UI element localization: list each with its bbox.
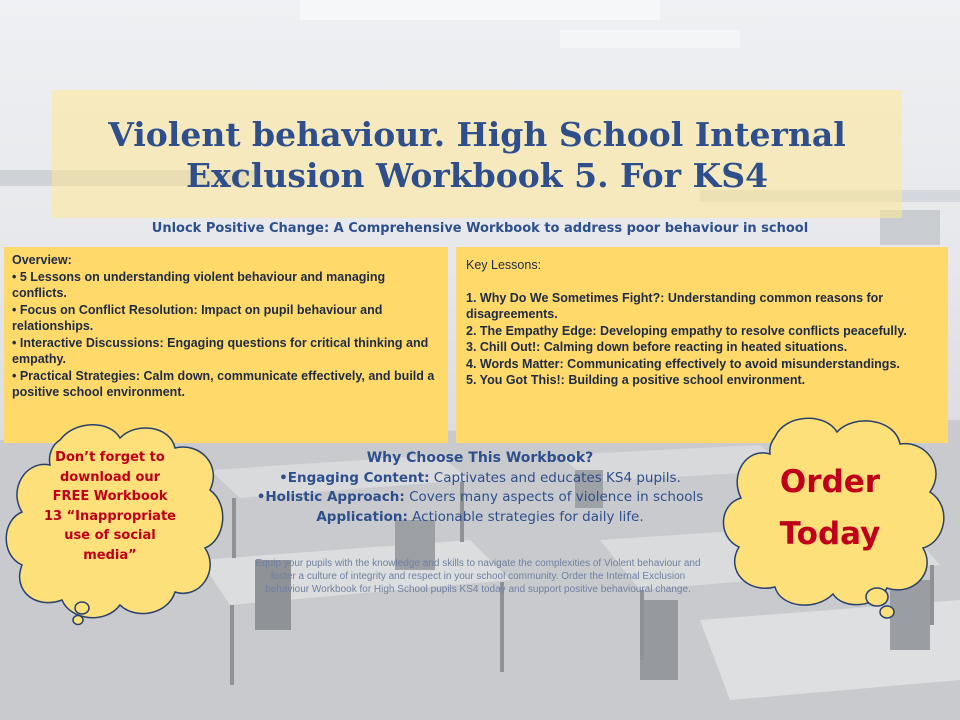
why-label: Application: [316, 508, 408, 525]
cloud-line: media” [83, 547, 137, 563]
overview-item: • Focus on Conflict Resolution: Impact on pupil behaviour and relationships. [12, 302, 383, 333]
cloud-line: Don’t forget to [55, 450, 165, 465]
why-heading: Why Choose This Workbook? [366, 450, 594, 466]
cloud-line: use of social [64, 528, 156, 543]
overview-box [4, 247, 448, 443]
lesson-item: 2. The Empathy Edge: Developing empathy to resolve conflicts peacefully. [466, 323, 907, 338]
why-row [240, 469, 720, 489]
why-text: Covers many aspects of violence in schools [404, 489, 704, 505]
why-choose-section [240, 449, 720, 527]
lesson-item: 1. Why Do We Sometimes Fight?: Understanding common reasons for disagreements. [466, 290, 884, 321]
why-text: Captivates and educates KS4 pupils. [429, 469, 681, 486]
overview-heading: Overview: [12, 253, 72, 267]
free-workbook-text[interactable] [30, 448, 190, 565]
why-label: •Holistic Approach: [256, 489, 405, 505]
title-line-1: Violent behaviour. High School Internal [108, 115, 846, 154]
key-lessons-heading: Key Lessons: [466, 258, 542, 272]
order-line-2: Today [779, 516, 881, 552]
why-row [240, 488, 720, 508]
cloud-line: FREE Workbook [52, 489, 168, 504]
title-line-2: Exclusion Workbook 5. For KS4 [185, 156, 769, 195]
promo-paragraph: Equip your pupils with the knowledge and skills to navigate the complexities of Violent behaviour and foster a culture of integrity and respect in your school community. Order the Internal Exclusion behaviour Workbook for High School pupils KS4 today and support positive behavioural change. [255, 558, 701, 595]
why-label: •Engaging Content: [279, 469, 430, 486]
why-text: Actionable strategies for daily life. [407, 508, 644, 525]
order-today-text[interactable] [730, 456, 930, 560]
overview-item: • Interactive Discussions: Engaging questions for critical thinking and empathy. [12, 335, 429, 366]
why-row [240, 508, 720, 528]
overview-item: • 5 Lessons on understanding violent behaviour and managing conflicts. [12, 269, 386, 300]
lesson-item: 5. You Got This!: Building a positive school environment. [466, 373, 806, 387]
subtitle: Unlock Positive Change: A Comprehensive Workbook to address poor behaviour in school [151, 221, 809, 236]
cloud-line: download our [59, 469, 161, 485]
lesson-item: 3. Chill Out!: Calming down before reacting in heated situations. [466, 340, 848, 354]
overview-item: • Practical Strategies: Calm down, communicate effectively, and build a positive school environment. [12, 368, 435, 399]
page-title [52, 114, 902, 196]
order-line-1: Order [779, 464, 881, 500]
cloud-line: 13 “Inappropriate [44, 508, 176, 524]
lesson-item: 4. Words Matter: Communicating effectively to avoid misunderstandings. [466, 356, 900, 371]
